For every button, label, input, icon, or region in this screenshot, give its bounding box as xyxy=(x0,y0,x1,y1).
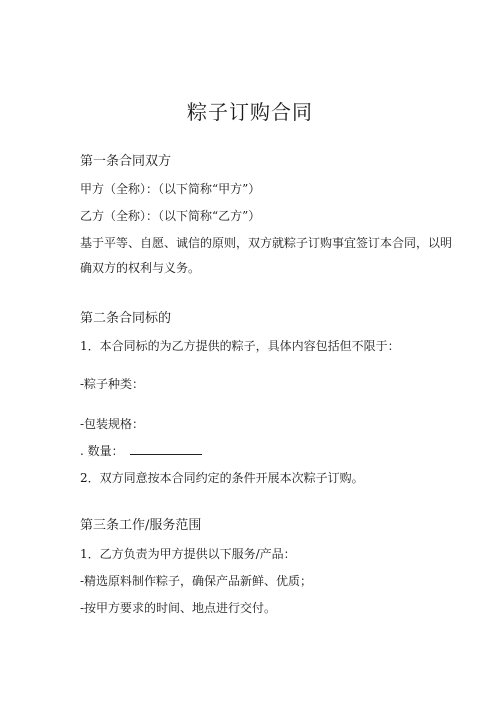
scope-bullet-2: -按甲方要求的时间、地点进行交付。 xyxy=(80,601,277,615)
scope-bullet-1: -精选原料制作粽子，确保产品新鲜、优质； xyxy=(80,574,313,588)
quantity-label: . 数量： xyxy=(80,444,124,458)
section-1-heading: 第一条合同双方 xyxy=(80,154,172,169)
subject-item-2: 2．双方同意按本合同约定的条件开展本次粽子订购。 xyxy=(80,471,364,485)
document-title: 粽子订购合同 xyxy=(187,100,313,124)
scope-item-1: 1．乙方负责为甲方提供以下服务/产品： xyxy=(80,547,296,561)
party-a-line: 甲方（全称）：（以下简称“甲方”） xyxy=(80,182,261,196)
intro-line-1: 基于平等、自愿、诚信的原则，双方就粽子订购事宜签订本合同，以明 xyxy=(80,236,453,250)
quantity-line xyxy=(80,443,202,459)
subject-item-1: 1．本合同标的为乙方提供的粽子，具体内容包括但不限于： xyxy=(80,339,400,353)
packaging-spec-line: -包装规格： xyxy=(80,417,145,431)
party-b-line: 乙方（全称）：（以下简称“乙方”） xyxy=(80,209,261,223)
section-3-heading: 第三条工作/服务范围 xyxy=(80,518,202,533)
zongzi-type-line: -粽子种类： xyxy=(80,377,145,391)
intro-line-2: 确双方的权利与义务。 xyxy=(80,261,201,275)
quantity-blank xyxy=(130,444,202,455)
section-2-heading: 第二条合同标的 xyxy=(80,311,172,326)
